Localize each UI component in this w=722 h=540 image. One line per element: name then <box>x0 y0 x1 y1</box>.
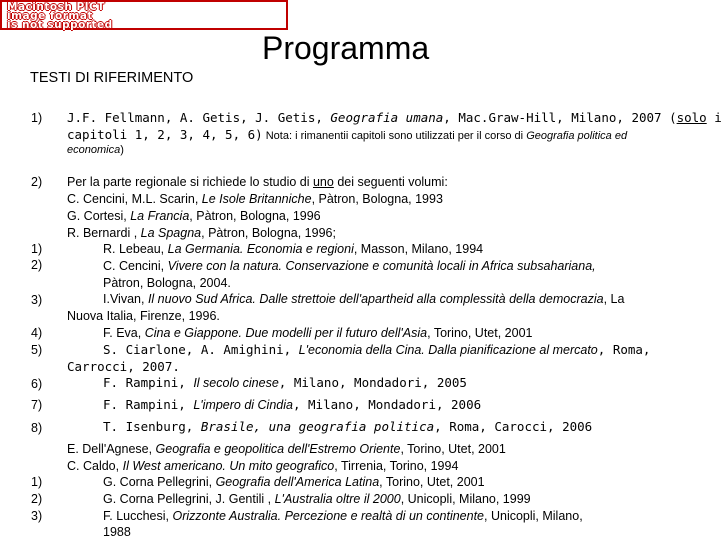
item-number: 2) <box>31 175 43 189</box>
placeholder-line: is not supported <box>7 19 113 31</box>
reference-line: economica) <box>67 144 124 156</box>
placeholder-line: Macintosh PICT <box>7 1 105 13</box>
unsupported-image-placeholder <box>0 0 288 30</box>
reference-line: Carrocci, 2007. <box>67 359 180 374</box>
reference-line: G. Corna Pellegrini, J. Gentili , L'Australia oltre il 2000, Unicopli, Milano, 1999 <box>103 492 531 506</box>
item-number: 1) <box>31 111 43 125</box>
item-number: 3) <box>31 293 43 307</box>
reference-line: J.F. Fellmann, A. Getis, J. Getis, Geografia umana, Mac.Graw-Hill, Milano, 2007 (solo i <box>67 110 722 125</box>
item-number: 2) <box>31 492 43 506</box>
reference-line: F. Rampini, L'impero di Cindia, Milano, Mondadori, 2006 <box>103 397 482 412</box>
item-number: 2) <box>31 258 43 272</box>
reference-line: Pàtron, Bologna, 2004. <box>103 276 231 290</box>
item-number: 8) <box>31 421 43 435</box>
reference-line: F. Lucchesi, Orizzonte Australia. Percezione e realtà di un continente, Unicopli, Milano, <box>103 509 583 523</box>
reference-line: F. Eva, Cina e Giappone. Due modelli per il futuro dell'Asia, Torino, Utet, 2001 <box>103 326 533 340</box>
reference-line: C. Caldo, Il West americano. Un mito geografico, Tirrenia, Torino, 1994 <box>67 459 459 473</box>
intro-line: Per la parte regionale si richiede lo studio di uno dei seguenti volumi: <box>67 175 448 189</box>
reference-line: E. Dell'Agnese, Geografia e geopolitica dell'Estremo Oriente, Torino, Utet, 2001 <box>67 442 506 456</box>
slide-title: Programma <box>262 30 430 66</box>
reference-line: G. Cortesi, La Francia, Pàtron, Bologna, 1996 <box>67 209 321 223</box>
section-heading: TESTI DI RIFERIMENTO <box>30 70 194 86</box>
reference-line: R. Bernardi , La Spagna, Pàtron, Bologna, 1996; <box>67 226 336 240</box>
reference-line: 1988 <box>103 525 131 539</box>
item-number: 5) <box>31 343 43 357</box>
reference-line: capitoli 1, 2, 3, 4, 5, 6) Nota: i rimanentii capitoli sono utilizzati per il corso di Geografia politica ed <box>67 127 628 142</box>
reference-line: F. Rampini, Il secolo cinese, Milano, Mondadori, 2005 <box>103 375 467 390</box>
reference-line: T. Isenburg, Brasile, una geografia politica, Roma, Carocci, 2006 <box>103 419 593 434</box>
item-number: 1) <box>31 475 43 489</box>
item-number: 4) <box>31 326 43 340</box>
reference-line: Nuova Italia, Firenze, 1996. <box>67 309 220 323</box>
reference-line: I.Vivan, Il nuovo Sud Africa. Dalle strettoie dell'apartheid alla complessità della democrazia, La <box>103 292 625 306</box>
placeholder-line: image format <box>7 10 93 22</box>
item-number: 1) <box>31 242 43 256</box>
item-number: 3) <box>31 509 43 523</box>
item-number: 6) <box>31 377 43 391</box>
item-number: 7) <box>31 398 43 412</box>
reference-line: S. Ciarlone, A. Amighini, L'economia della Cina. Dalla pianificazione al mercato, Roma, <box>103 342 651 357</box>
reference-line: G. Corna Pellegrini, Geografia dell'America Latina, Torino, Utet, 2001 <box>103 475 485 489</box>
reference-line: C. Cencini, Vivere con la natura. Conservazione e comunità locali in Africa subsahariana, <box>103 259 596 273</box>
reference-line: R. Lebeau, La Germania. Economia e regioni, Masson, Milano, 1994 <box>103 242 484 256</box>
reference-line: C. Cencini, M.L. Scarin, Le Isole Britanniche, Pàtron, Bologna, 1993 <box>67 192 443 206</box>
